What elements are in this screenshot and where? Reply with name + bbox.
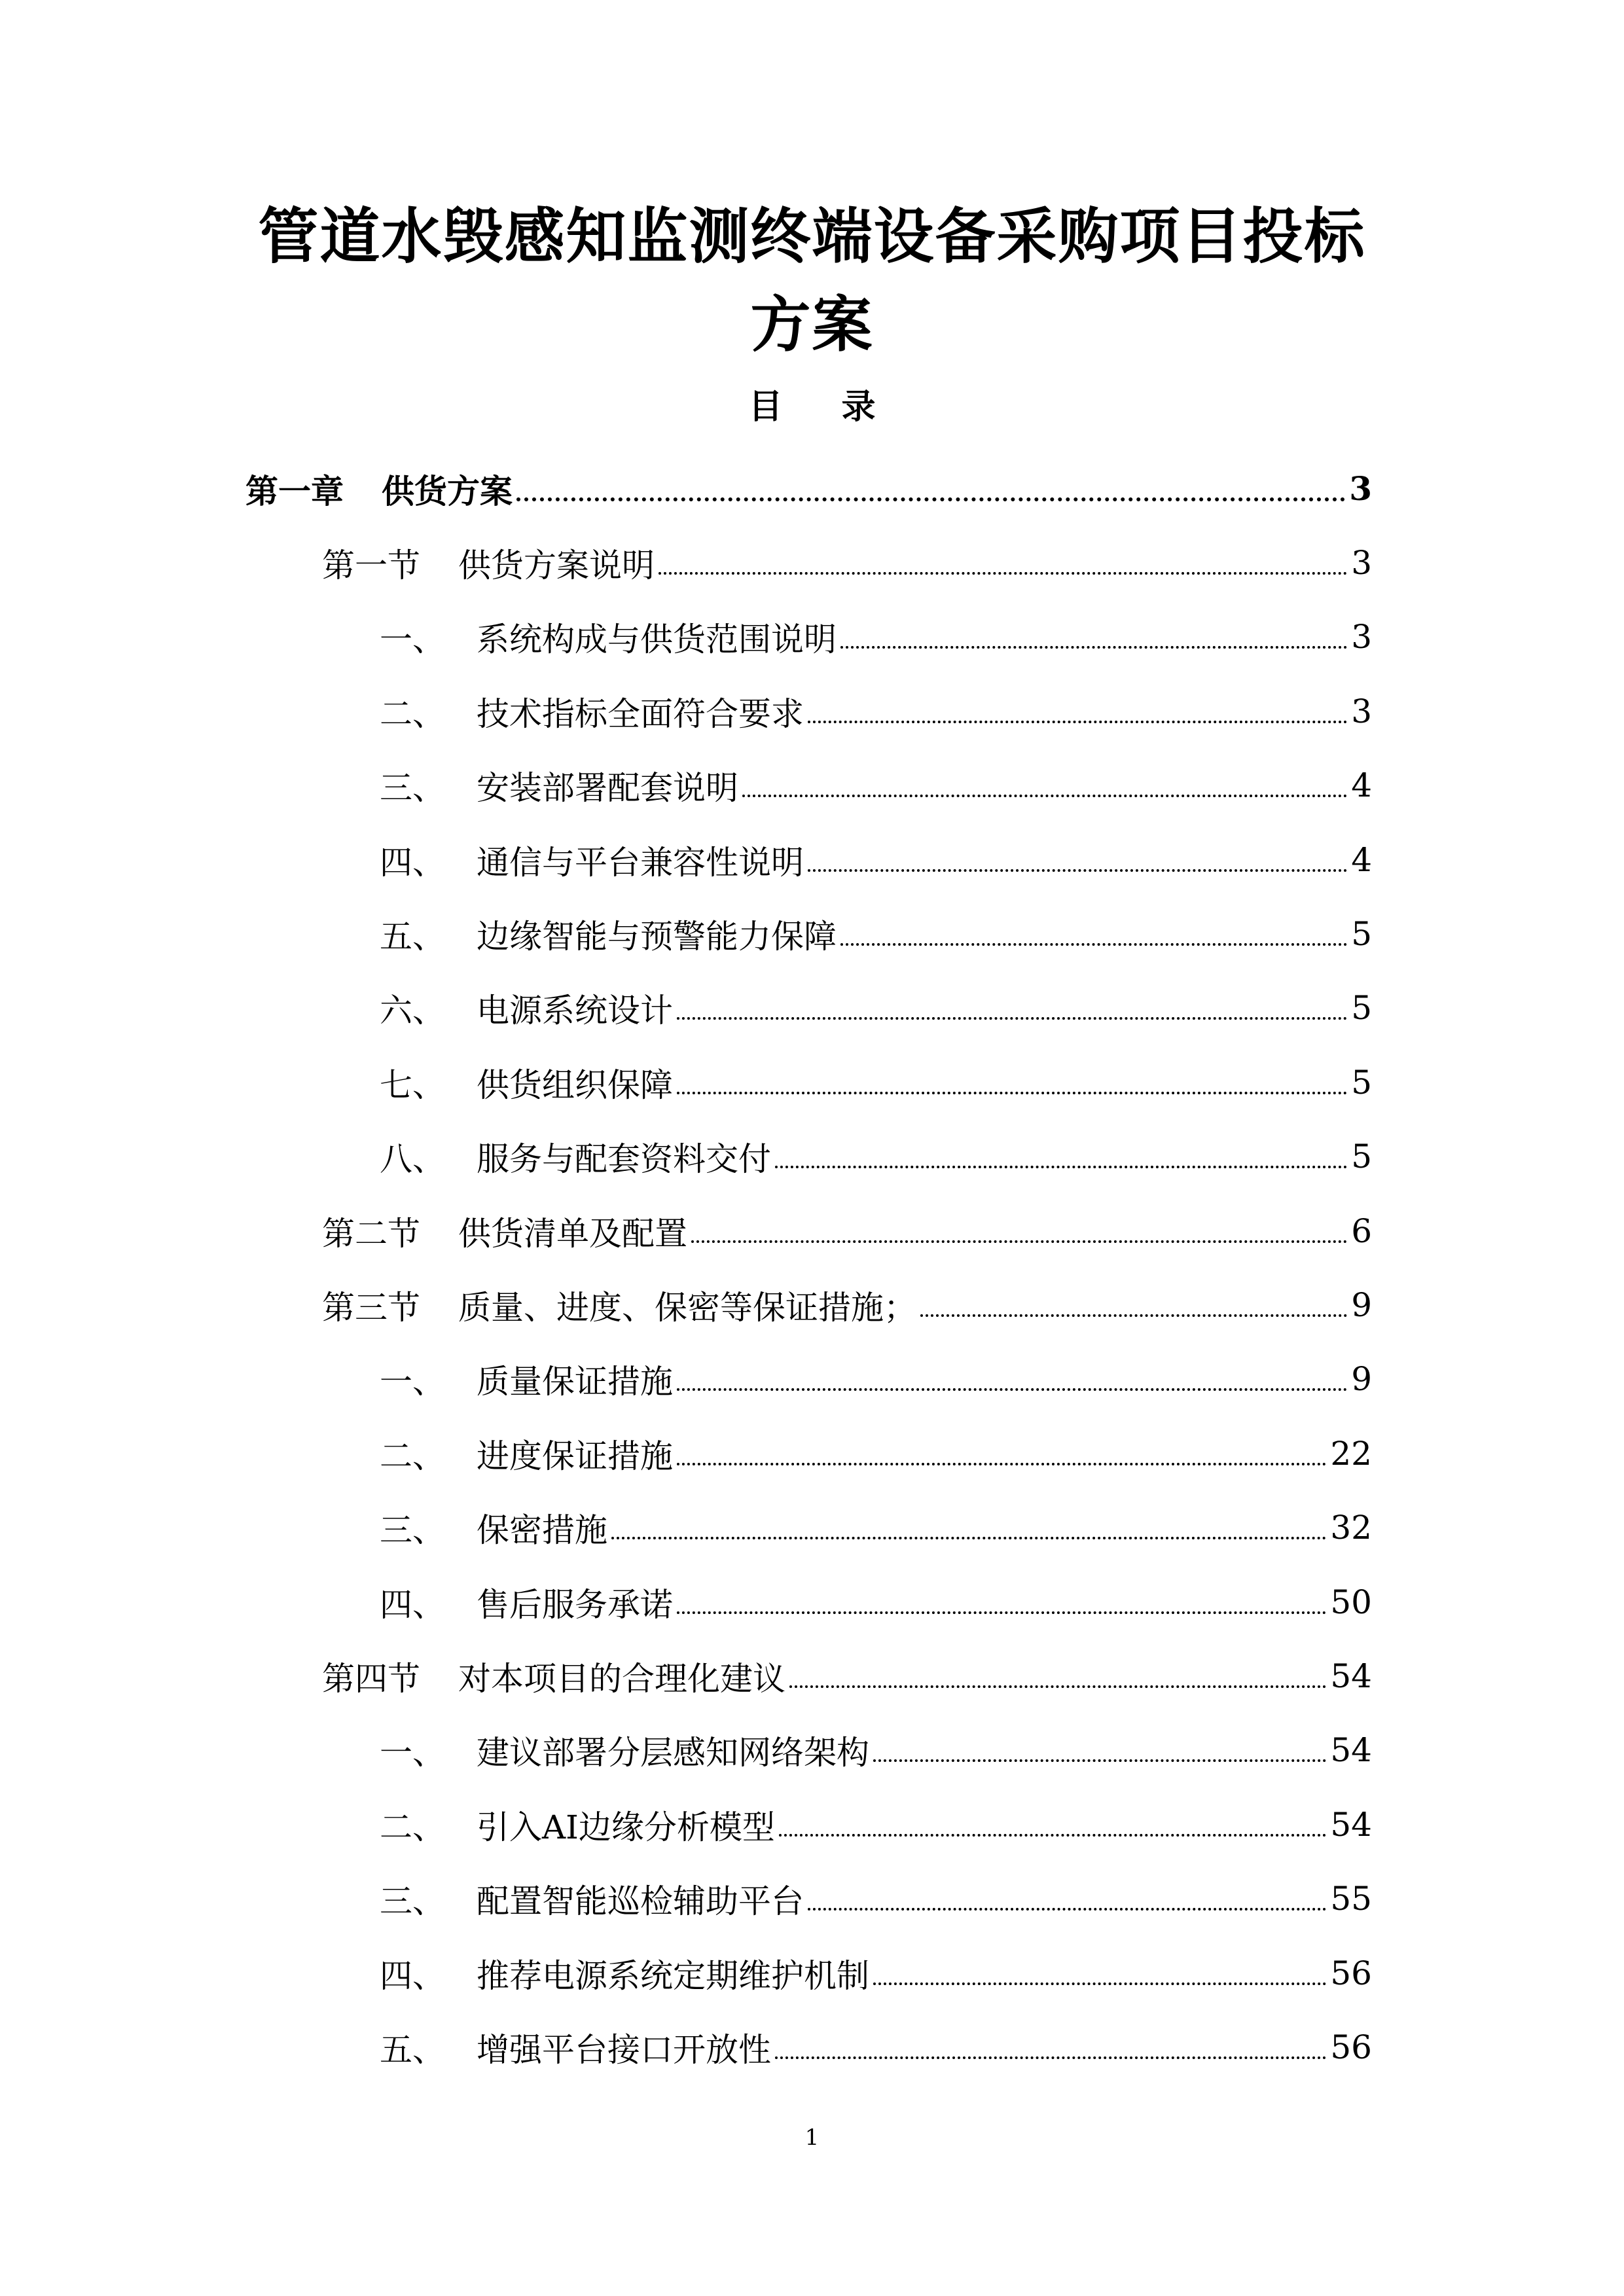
toc-entry-number: 第一章 bbox=[245, 471, 344, 511]
toc-entry-title: 供货组织保障 bbox=[477, 1066, 673, 1104]
toc-entry-title: 供货方案 bbox=[382, 471, 513, 511]
toc-entry-page: 55 bbox=[1330, 1880, 1372, 1918]
toc-entry-number: 第三节 bbox=[322, 1288, 420, 1327]
toc-dot-leader bbox=[659, 572, 1347, 575]
toc-entry-page: 5 bbox=[1351, 1063, 1372, 1102]
toc-dot-leader bbox=[775, 1166, 1347, 1168]
table-of-contents bbox=[0, 452, 1624, 2108]
toc-dot-leader bbox=[808, 869, 1347, 872]
toc-dot-leader bbox=[677, 1388, 1347, 1391]
toc-dot-leader bbox=[742, 795, 1347, 797]
document-title-line-2: 方案 bbox=[750, 289, 874, 360]
toc-entry-page: 54 bbox=[1330, 1805, 1372, 1844]
toc-entry-page: 5 bbox=[1351, 989, 1372, 1028]
toc-entry-page: 5 bbox=[1351, 914, 1372, 953]
toc-entry-title: 供货方案说明 bbox=[458, 546, 655, 584]
document-title-line-1: 管道水毁感知监测终端设备采购项目投标 bbox=[258, 201, 1366, 272]
toc-entry-title: 进度保证措施 bbox=[477, 1437, 673, 1475]
toc-dot-leader bbox=[677, 1611, 1326, 1614]
toc-entry-number: 八、 bbox=[380, 1140, 445, 1179]
toc-entry[interactable] bbox=[322, 526, 1372, 600]
toc-entry-title: 建议部署分层感知网络架构 bbox=[477, 1734, 869, 1772]
toc-entry-title: 电源系统设计 bbox=[477, 992, 673, 1030]
toc-entry[interactable] bbox=[380, 674, 1372, 748]
toc-entry-title: 对本项目的合理化建议 bbox=[458, 1659, 785, 1698]
toc-entry[interactable] bbox=[380, 1787, 1372, 1861]
toc-entry-page: 22 bbox=[1330, 1434, 1372, 1473]
toc-entry[interactable] bbox=[322, 1194, 1372, 1268]
toc-entry-page: 9 bbox=[1351, 1285, 1372, 1324]
toc-dot-leader bbox=[840, 646, 1347, 649]
toc-dot-leader bbox=[516, 497, 1345, 501]
toc-dot-leader bbox=[677, 1463, 1326, 1465]
toc-entry-number: 四、 bbox=[380, 1956, 445, 1995]
toc-entry-number: 二、 bbox=[380, 1437, 445, 1475]
toc-entry[interactable] bbox=[380, 1416, 1372, 1490]
toc-entry-number: 三、 bbox=[380, 769, 445, 808]
toc-dot-leader bbox=[779, 1834, 1327, 1837]
toc-entry-page: 50 bbox=[1330, 1583, 1372, 1621]
toc-entry-number: 第一节 bbox=[322, 546, 420, 584]
toc-entry-number: 四、 bbox=[380, 843, 445, 882]
toc-entry-page: 54 bbox=[1330, 1731, 1372, 1770]
toc-entry-title: 增强平台接口开放性 bbox=[477, 2030, 771, 2069]
toc-dot-leader bbox=[873, 1982, 1326, 1985]
toc-dot-leader bbox=[808, 1908, 1326, 1910]
toc-dot-leader bbox=[873, 1759, 1326, 1762]
toc-entry-title: 保密措施 bbox=[477, 1511, 607, 1550]
toc-dot-leader bbox=[840, 943, 1347, 946]
toc-entry-number: 四、 bbox=[380, 1585, 445, 1624]
toc-entry[interactable] bbox=[380, 1713, 1372, 1787]
toc-entry-page: 5 bbox=[1351, 1138, 1372, 1176]
toc-entry-title: 边缘智能与预警能力保障 bbox=[477, 917, 837, 956]
toc-dot-leader bbox=[677, 1017, 1347, 1020]
toc-entry-title: 引入AI边缘分析模型 bbox=[477, 1808, 775, 1846]
toc-entry-number: 一、 bbox=[380, 1363, 445, 1401]
toc-entry-number: 第二节 bbox=[322, 1214, 420, 1253]
toc-dot-leader bbox=[677, 1092, 1347, 1094]
toc-entry[interactable] bbox=[322, 1639, 1372, 1713]
toc-entry-page: 4 bbox=[1351, 840, 1372, 879]
toc-entry[interactable] bbox=[380, 1862, 1372, 1936]
toc-entry-title: 推荐电源系统定期维护机制 bbox=[477, 1956, 869, 1995]
toc-entry-number: 五、 bbox=[380, 917, 445, 956]
toc-entry-number: 二、 bbox=[380, 1808, 445, 1846]
toc-entry[interactable] bbox=[380, 1565, 1372, 1639]
toc-entry-page: 4 bbox=[1351, 766, 1372, 805]
toc-entry-title: 质量保证措施 bbox=[477, 1363, 673, 1401]
toc-entry-page: 32 bbox=[1330, 1509, 1372, 1547]
toc-entry-title: 系统构成与供货范围说明 bbox=[477, 620, 837, 659]
toc-entry-title: 售后服务承诺 bbox=[477, 1585, 673, 1624]
toc-heading: 目 录 bbox=[748, 387, 899, 427]
toc-dot-leader bbox=[789, 1685, 1326, 1688]
toc-entry-page: 56 bbox=[1330, 1954, 1372, 1992]
toc-entry[interactable] bbox=[245, 452, 1372, 526]
toc-entry-page: 3 bbox=[1351, 618, 1372, 656]
toc-entry-page: 54 bbox=[1330, 1657, 1372, 1695]
toc-entry[interactable] bbox=[380, 1342, 1372, 1416]
toc-entry-number: 三、 bbox=[380, 1882, 445, 1921]
toc-entry-title: 质量、进度、保密等保证措施； bbox=[458, 1288, 916, 1327]
toc-entry-number: 第四节 bbox=[322, 1659, 420, 1698]
toc-dot-leader bbox=[611, 1537, 1326, 1539]
toc-entry[interactable] bbox=[380, 2010, 1372, 2084]
toc-entry-number: 五、 bbox=[380, 2030, 445, 2069]
toc-entry-number: 一、 bbox=[380, 620, 445, 659]
toc-entry-page: 6 bbox=[1351, 1211, 1372, 1250]
toc-entry[interactable] bbox=[380, 600, 1372, 674]
toc-entry-page: 56 bbox=[1330, 2028, 1372, 2066]
toc-entry-page: 3 bbox=[1351, 543, 1372, 582]
toc-entry-number: 三、 bbox=[380, 1511, 445, 1550]
toc-entry[interactable] bbox=[322, 1268, 1372, 1342]
toc-entry[interactable] bbox=[380, 971, 1372, 1045]
toc-entry[interactable] bbox=[380, 1045, 1372, 1119]
toc-entry-page: 9 bbox=[1351, 1360, 1372, 1399]
toc-entry[interactable] bbox=[380, 1491, 1372, 1565]
toc-entry[interactable] bbox=[380, 823, 1372, 897]
toc-entry-title: 配置智能巡检辅助平台 bbox=[477, 1882, 804, 1921]
toc-entry-number: 二、 bbox=[380, 694, 445, 733]
toc-dot-leader bbox=[691, 1240, 1347, 1243]
toc-dot-leader bbox=[920, 1314, 1347, 1317]
toc-entry-title: 供货清单及配置 bbox=[458, 1214, 687, 1253]
toc-entry-title: 安装部署配套说明 bbox=[477, 769, 738, 808]
toc-entry-title: 通信与平台兼容性说明 bbox=[477, 843, 804, 882]
toc-entry-title: 服务与配套资料交付 bbox=[477, 1140, 771, 1179]
toc-dot-leader bbox=[808, 721, 1347, 723]
toc-entry-page: 3 bbox=[1349, 469, 1372, 508]
toc-entry-number: 六、 bbox=[380, 992, 445, 1030]
toc-entry-number: 一、 bbox=[380, 1734, 445, 1772]
toc-entry[interactable] bbox=[380, 749, 1372, 823]
toc-entry-page: 3 bbox=[1351, 692, 1372, 730]
toc-entry-number: 七、 bbox=[380, 1066, 445, 1104]
toc-entry[interactable] bbox=[380, 897, 1372, 971]
toc-entry[interactable] bbox=[380, 1936, 1372, 2010]
toc-dot-leader bbox=[775, 2056, 1326, 2059]
toc-entry[interactable] bbox=[380, 1120, 1372, 1194]
toc-entry-title: 技术指标全面符合要求 bbox=[477, 694, 804, 733]
page-number: 1 bbox=[804, 2125, 820, 2151]
